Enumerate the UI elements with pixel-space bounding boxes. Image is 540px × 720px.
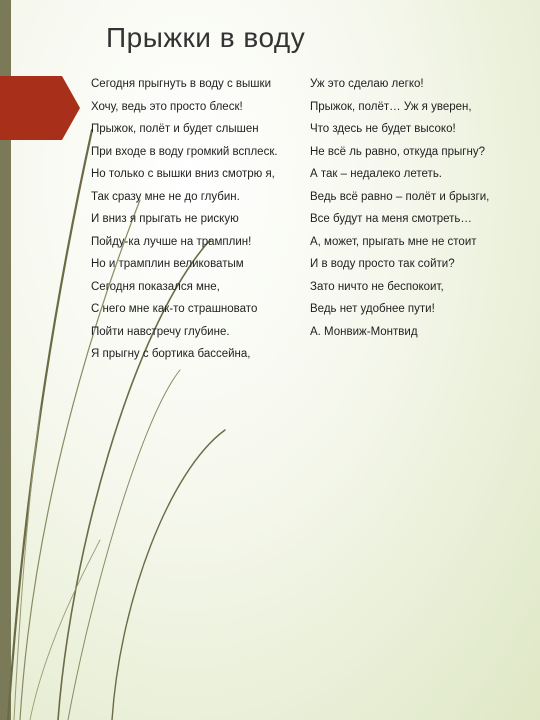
- poem-line: Ведь нет удобнее пути!: [310, 303, 435, 315]
- poem-column-right: [310, 73, 489, 343]
- poem-line: Хочу, ведь это просто блеск!: [91, 100, 243, 113]
- poem-line: Сегодня прыгнуть в воду с вышки: [91, 78, 271, 90]
- poem-line: Так сразу мне не до глубин.: [91, 190, 240, 203]
- poem-line: Что здесь не будет высоко!: [310, 123, 456, 135]
- poem-line: При входе в воду громкий всплеск.: [91, 145, 278, 158]
- poem-line: Ведь всё равно – полёт и брызги,: [310, 190, 490, 203]
- poem-line: Не всё ль равно, откуда прыгну?: [310, 145, 485, 158]
- poem-line: Все будут на меня смотреть…: [310, 213, 472, 225]
- poem-line: А так – недалеко лететь.: [310, 168, 443, 180]
- poem-line: Сегодня показался мне,: [91, 280, 220, 293]
- poem-line: Прыжок, полёт… Уж я уверен,: [310, 100, 472, 113]
- poem-line: Пойду-ка лучше на трамплин!: [91, 235, 252, 248]
- poem-line: С него мне как-то страшновато: [91, 303, 258, 315]
- poem-line: Но только с вышки вниз смотрю я,: [91, 168, 275, 180]
- poem-line: Зато ничто не беспокоит,: [310, 280, 444, 293]
- poem-line: Я прыгну с бортика бассейна,: [91, 348, 251, 360]
- poem-line: И в воду просто так сойти?: [310, 258, 455, 270]
- poem-line: Пойти навстречу глубине.: [91, 325, 230, 338]
- poem-line: Уж это сделаю легко!: [310, 78, 424, 90]
- poem-line: И вниз я прыгать не рискую: [91, 213, 239, 225]
- poem-author: А. Монвиж-Монтвид: [310, 325, 418, 338]
- poem-line: Но и трамплин великоватым: [91, 258, 244, 270]
- poem-line: Прыжок, полёт и будет слышен: [91, 123, 259, 135]
- accent-arrow-shape: [0, 76, 80, 140]
- poem-column-left: [91, 73, 278, 366]
- slide-title: Прыжки в воду: [106, 22, 306, 53]
- poem-line: А, может, прыгать мне не стоит: [310, 235, 477, 248]
